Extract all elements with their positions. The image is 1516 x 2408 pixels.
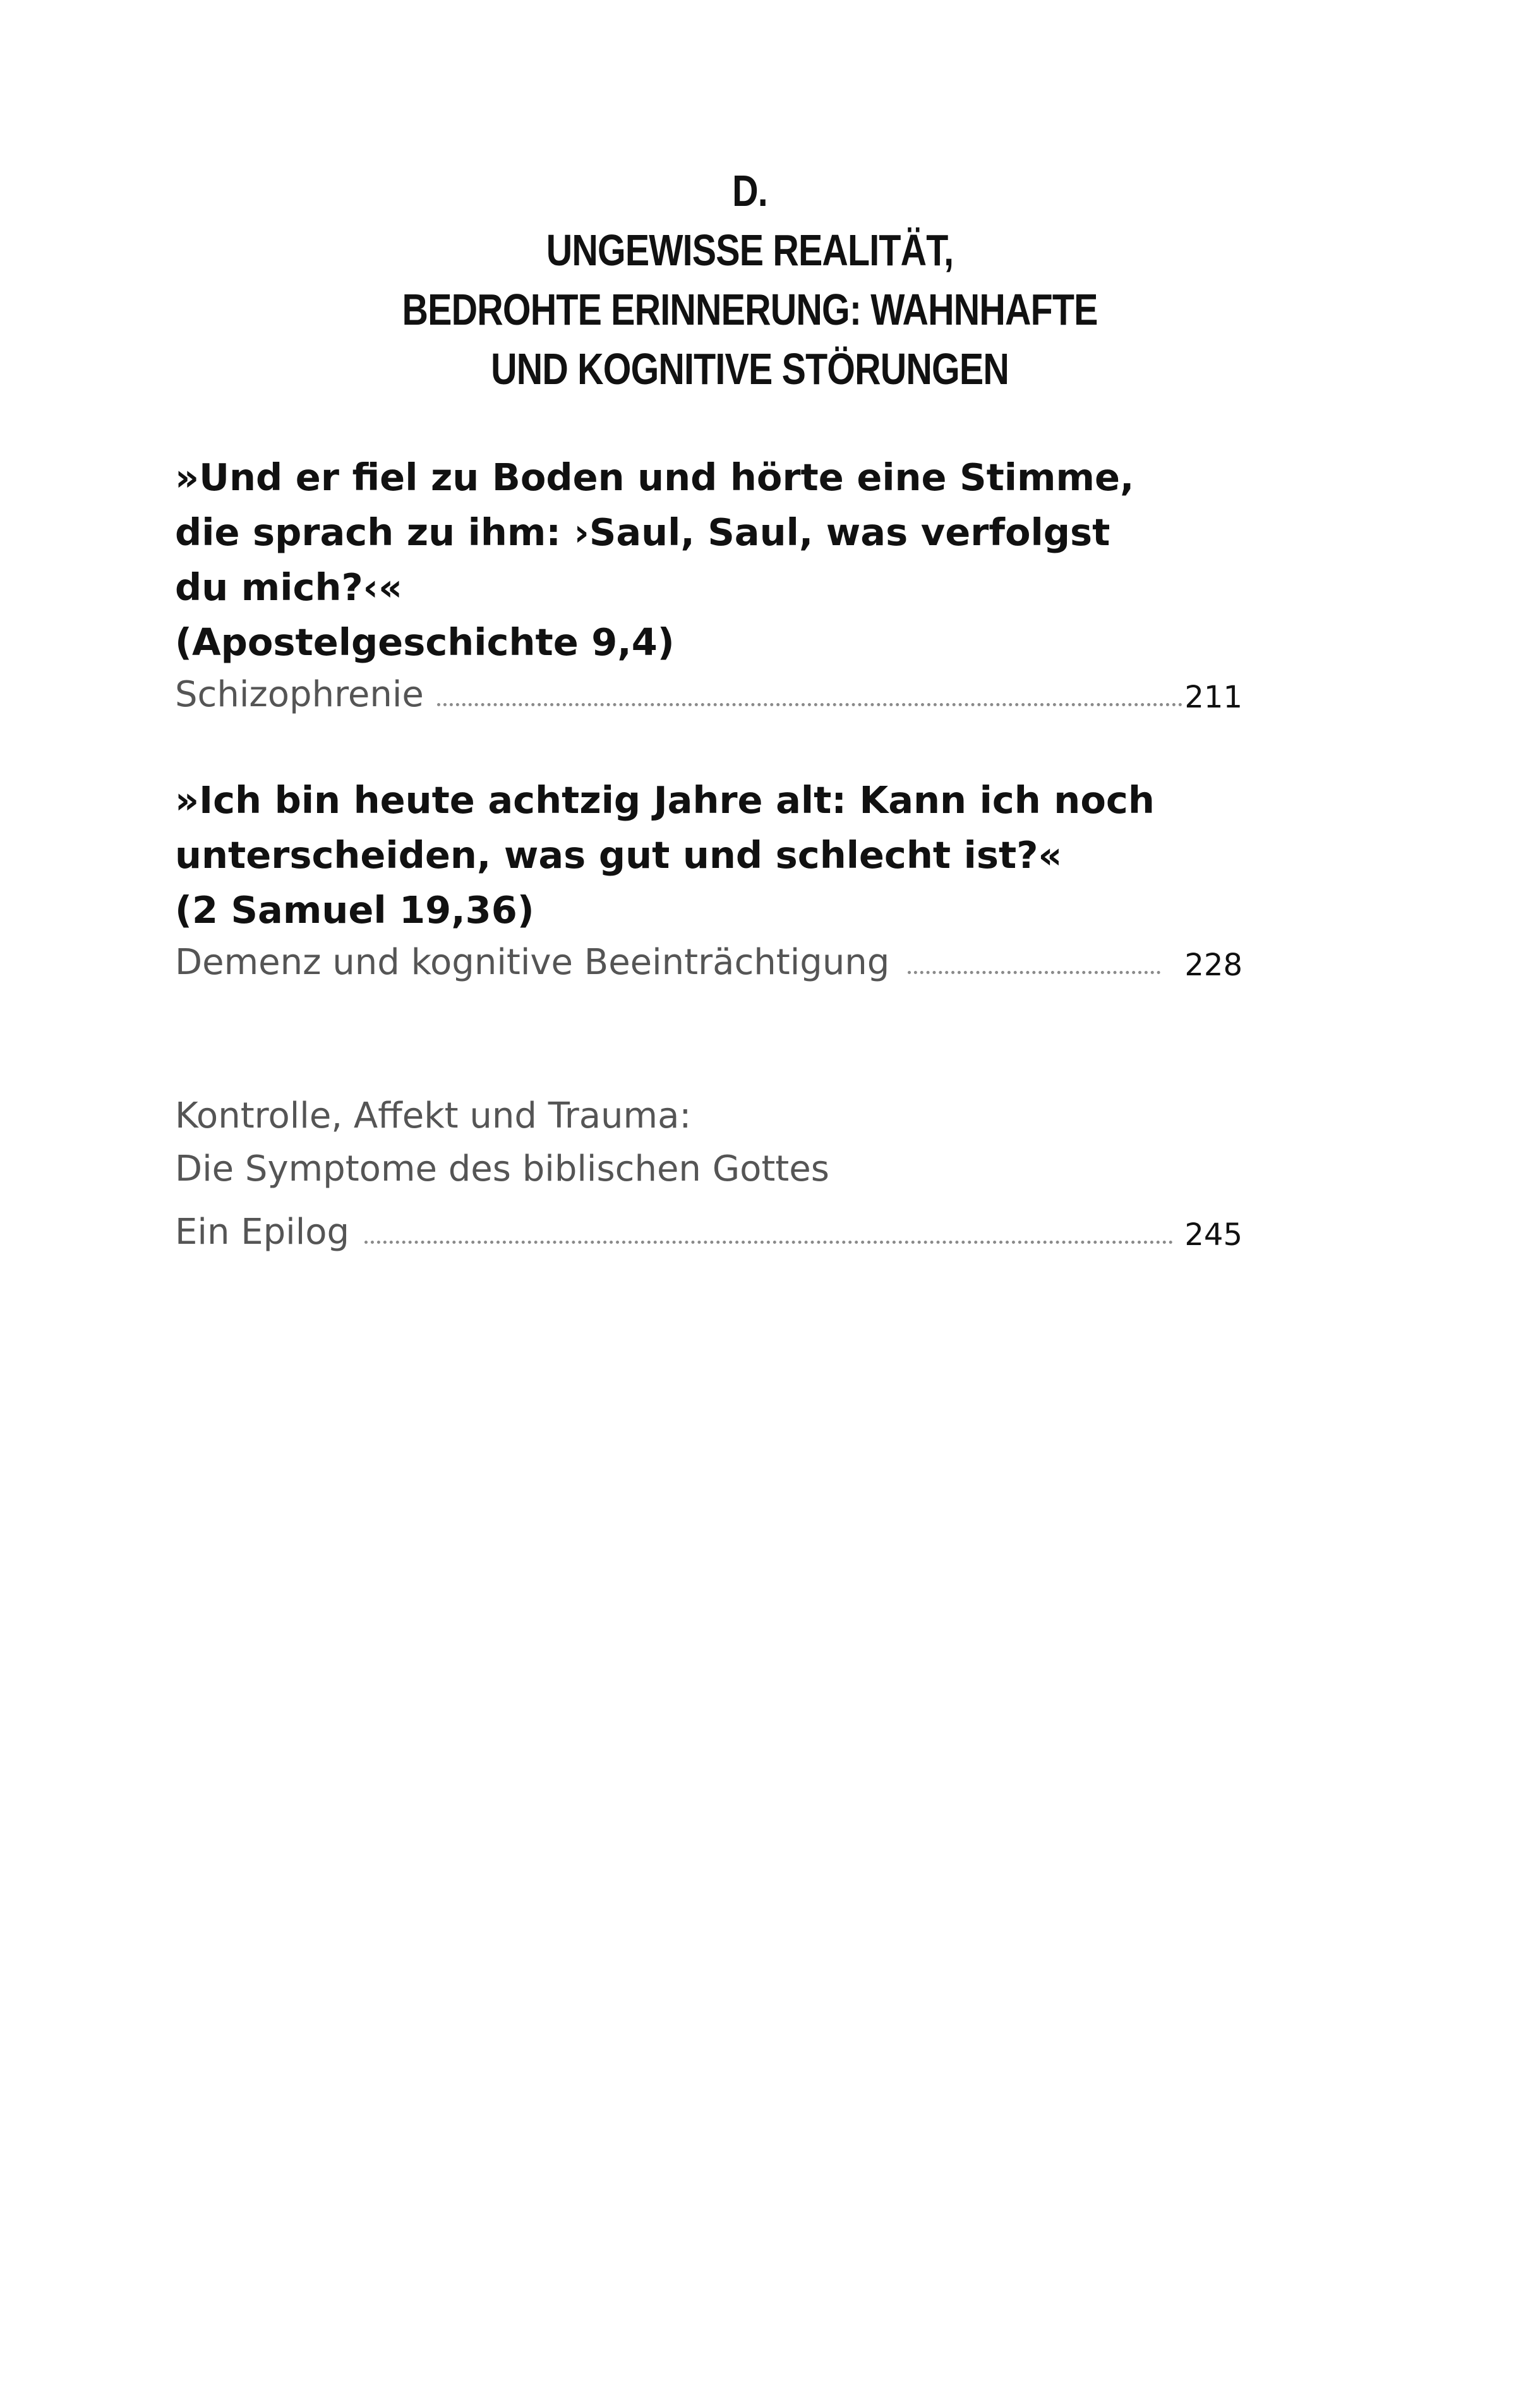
dot-leader [364, 1241, 1173, 1244]
toc-line[interactable] [175, 937, 1242, 988]
section-title-line: UNGEWISSE REALITÄT, [546, 226, 954, 275]
quote-line: die sprach zu ihm: ›Saul, Saul, was verfolgst [175, 510, 1110, 554]
section-heading [128, 161, 1371, 399]
toc-entry-schizophrenie [175, 450, 1242, 720]
epilog-title-line: Kontrolle, Affekt und Trauma: [175, 1095, 692, 1136]
epilog-title-line: Die Symptome des biblischen Gottes [175, 1148, 829, 1189]
bible-quote [175, 773, 1242, 937]
quote-source: (2 Samuel 19,36) [175, 888, 534, 932]
toc-chapter-title: Demenz und kognitive Beeinträchtigung [175, 942, 890, 983]
quote-line: unterscheiden, was gut und schlecht ist?« [175, 833, 1062, 877]
toc-page-number: 228 [1184, 948, 1242, 983]
bible-quote [175, 450, 1242, 670]
quote-line: »Ich bin heute achtzig Jahre alt: Kann ich noch [175, 778, 1155, 822]
toc-page-number: 211 [1184, 680, 1242, 715]
section-title-line: UND KOGNITIVE STÖRUNGEN [491, 344, 1009, 394]
quote-line: du mich?‹« [175, 565, 403, 609]
toc-chapter-title: Schizophrenie [175, 674, 424, 715]
toc-entry-demenz [175, 773, 1242, 988]
dot-leader [437, 703, 1182, 706]
dot-leader [908, 971, 1160, 974]
toc-page-number: 245 [1184, 1217, 1242, 1253]
section-title-line: BEDROHTE ERINNERUNG: WAHNHAFTE [402, 285, 1098, 334]
toc-chapter-title: Ein Epilog [175, 1212, 350, 1253]
quote-line: »Und er fiel zu Boden und hörte eine Stimme, [175, 455, 1134, 499]
toc-entry-epilog [175, 1090, 1242, 1258]
toc-line[interactable] [175, 670, 1242, 720]
section-letter: D. [732, 166, 767, 215]
toc-line[interactable] [175, 1207, 1242, 1258]
quote-source: (Apostelgeschichte 9,4) [175, 620, 675, 664]
